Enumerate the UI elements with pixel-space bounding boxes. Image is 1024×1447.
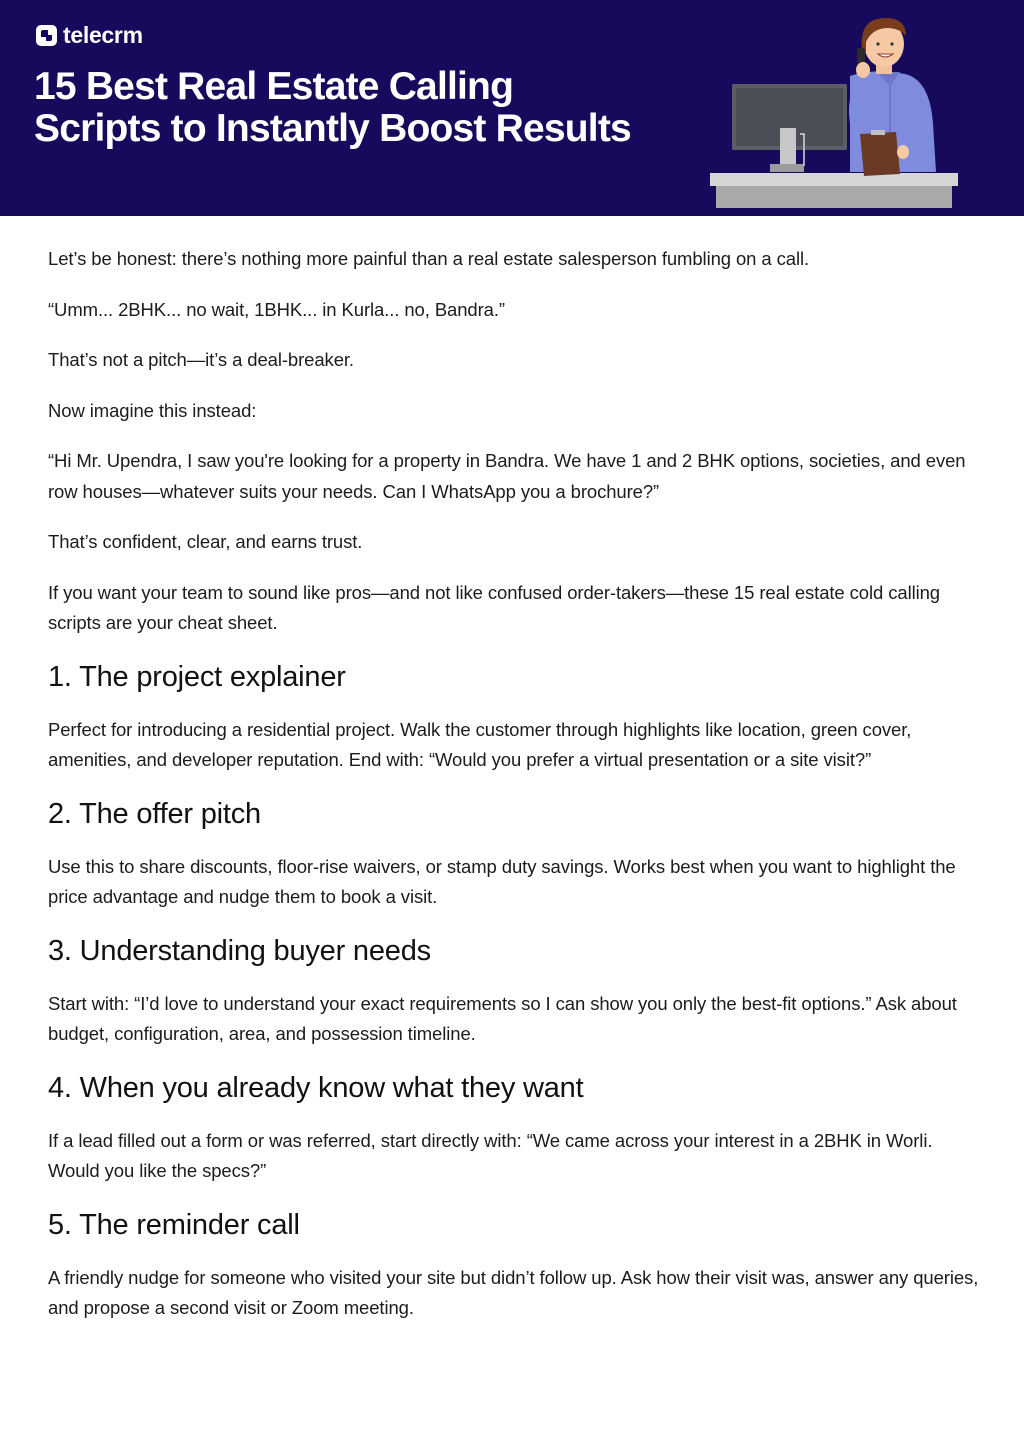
section-body: A friendly nudge for someone who visited your site but didn’t follow up. Ask how their visit was, answer any queries, and propose a second visit or Zoom meeting. — [48, 1266, 979, 1318]
monitor-stand — [780, 128, 796, 166]
intro-paragraph: That’s confident, clear, and earns trust. — [48, 531, 363, 552]
intro-paragraph: If you want your team to sound like pros—and not like confused order-takers—these 15 real estate cold calling scripts are your cheat sheet. — [48, 581, 940, 633]
intro-paragraph: “Umm... 2BHK... no wait, 1BHK... in Kurla... no, Bandra.” — [48, 298, 505, 320]
brand-logo[interactable] — [36, 22, 143, 48]
section-heading: 1. The project explainer — [48, 660, 346, 693]
brand-name: telecrm — [63, 22, 143, 48]
intro-paragraph: “Hi Mr. Upendra, I saw you're looking for a property in Bandra. We have 1 and 2 BHK options, societies, and even row houses—whatever suits your needs. Can I WhatsApp you a brochure?” — [48, 450, 966, 502]
section-heading: 4. When you already know what they want — [48, 1071, 584, 1104]
page-title-line-2: Scripts to Instantly Boost Results — [34, 107, 631, 150]
script-section-2 — [48, 796, 988, 913]
section-body: Perfect for introducing a residential project. Walk the customer through highlights like location, green cover, amenities, and developer reputation. End with: “Would you prefer a virtual presentation or a site visit?” — [48, 718, 912, 770]
script-section-5 — [48, 1207, 988, 1324]
intro-paragraph: Let’s be honest: there’s nothing more painful than a real estate salesperson fumbling on a call. — [48, 248, 810, 269]
script-section-3 — [48, 933, 988, 1050]
desk-front — [716, 186, 952, 208]
section-heading: 5. The reminder call — [48, 1208, 300, 1241]
section-heading: 2. The offer pitch — [48, 797, 261, 830]
article-body — [48, 244, 988, 1344]
section-body: If a lead filled out a form or was referred, start directly with: “We came across your interest in a 2BHK in Worli. Would you like the specs?” — [48, 1129, 933, 1181]
section-body: Use this to share discounts, floor-rise waivers, or stamp duty savings. Works best when you want to highlight the price advantage and nudge them to book a visit. — [48, 855, 956, 907]
script-section-4 — [48, 1070, 988, 1187]
intro-paragraph: Now imagine this instead: — [48, 399, 257, 421]
intro-paragraph: That’s not a pitch—it’s a deal-breaker. — [48, 349, 354, 370]
section-body: Start with: “I’d love to understand your exact requirements so I can show you only the best-fit options.” Ask about budget, configuration, area, and possession timeline. — [48, 992, 957, 1044]
clipboard-icon — [860, 132, 900, 176]
telecrm-logo-icon — [36, 25, 57, 46]
section-heading: 3. Understanding buyer needs — [48, 934, 431, 967]
page-title-line-1: 15 Best Real Estate Calling — [34, 65, 514, 108]
page-title — [34, 66, 714, 150]
hero-banner — [0, 0, 1024, 216]
desk-top — [710, 173, 958, 186]
script-section-1 — [48, 659, 988, 776]
salesperson-illustration — [700, 14, 970, 214]
